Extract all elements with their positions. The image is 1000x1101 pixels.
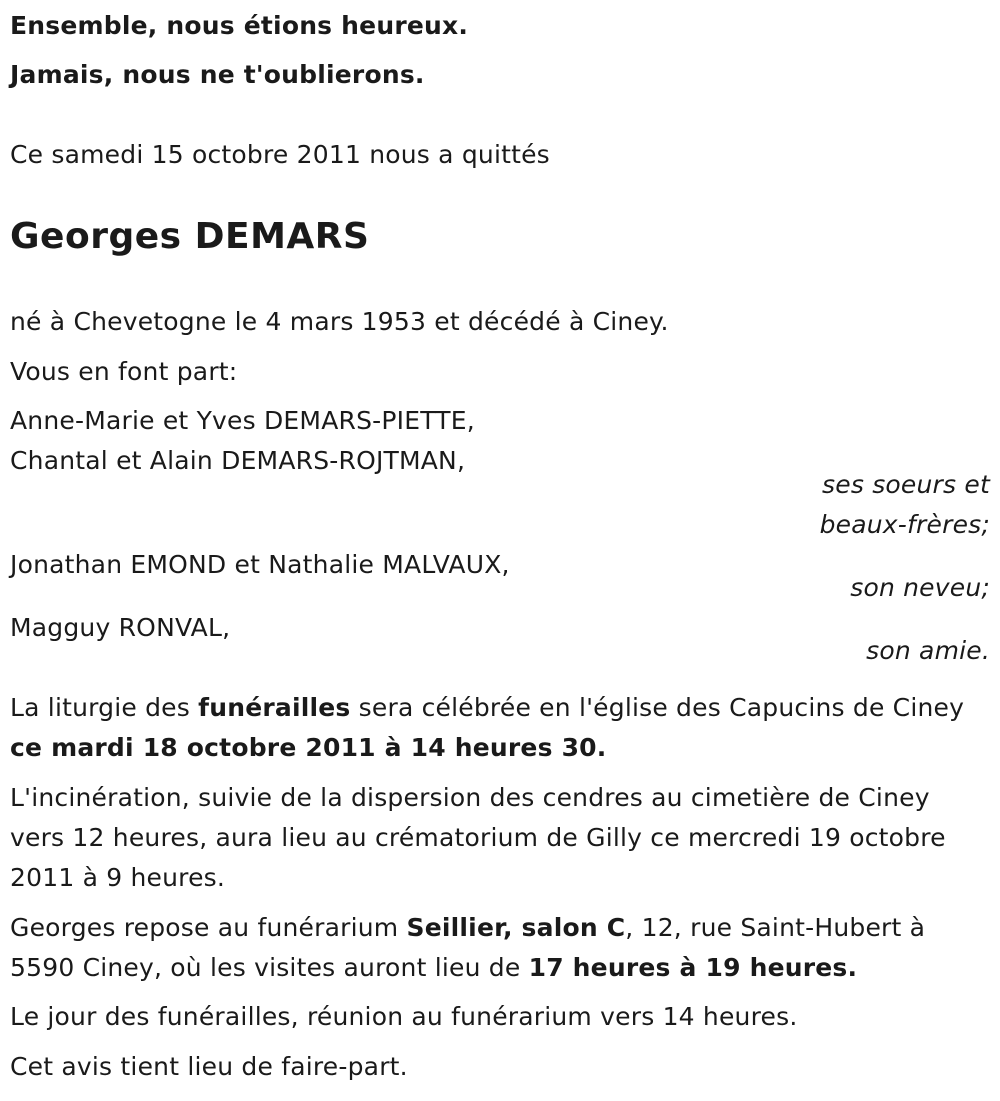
family-sisters-line-1: Anne-Marie et Yves DEMARS-PIETTE, <box>10 406 475 435</box>
relation-sisters-line-1: ses soeurs et <box>822 470 990 499</box>
birth-death-text: né à Chevetogne le 4 mars 1953 et décédé à Ciney. <box>10 307 669 336</box>
relation-sisters-line-2: beaux-frères; <box>819 510 990 539</box>
funeral-date: ce mardi 18 octobre 2011 à 14 heures 30. <box>10 733 607 762</box>
funeral-text-part-3: sera célébrée en l'église des Capucins de Ciney <box>350 693 965 722</box>
visitation-text-part-1: Georges repose au funérarium <box>10 913 407 942</box>
visitation-text-part-3: 5590 Ciney, où les visites auront lieu de <box>10 953 529 982</box>
cremation-line-2: vers 12 heures, aura lieu au crématorium de Gilly ce mercredi 19 octobre <box>10 823 946 852</box>
deceased-name: Georges DEMARS <box>10 216 370 257</box>
family-nephew: Jonathan EMOND et Nathalie MALVAUX, <box>10 550 510 579</box>
visitation-hours: 17 heures à 19 heures. <box>528 953 858 982</box>
visitation-line-1 <box>10 908 925 948</box>
visitation-text-part-2: , 12, rue Saint-Hubert à <box>625 913 926 942</box>
relation-friend: son amie. <box>866 636 990 665</box>
family-friend: Magguy RONVAL, <box>10 613 231 642</box>
cremation-line-3: 2011 à 9 heures. <box>10 863 226 892</box>
epitaph-line-1: Ensemble, nous étions heureux. <box>10 11 469 40</box>
meeting-text: Le jour des funérailles, réunion au funérarium vers 14 heures. <box>10 1002 798 1031</box>
visitation-line-2 <box>10 948 857 988</box>
family-sisters-line-2: Chantal et Alain DEMARS-ROJTMAN, <box>10 446 466 475</box>
visitation-place: Seillier, salon C <box>406 913 626 942</box>
epitaph-line-2: Jamais, nous ne t'oublierons. <box>10 60 425 89</box>
funeral-keyword: funérailles <box>198 693 351 722</box>
relation-nephew: son neveu; <box>850 573 990 602</box>
closing-text: Cet avis tient lieu de faire-part. <box>10 1052 408 1081</box>
intro-text: Ce samedi 15 octobre 2011 nous a quittés <box>10 140 550 169</box>
announce-label: Vous en font part: <box>10 357 238 386</box>
funeral-text-part-1: La liturgie des <box>10 693 199 722</box>
funeral-text <box>10 688 964 728</box>
cremation-line-1: L'incinération, suivie de la dispersion des cendres au cimetière de Ciney <box>10 783 930 812</box>
